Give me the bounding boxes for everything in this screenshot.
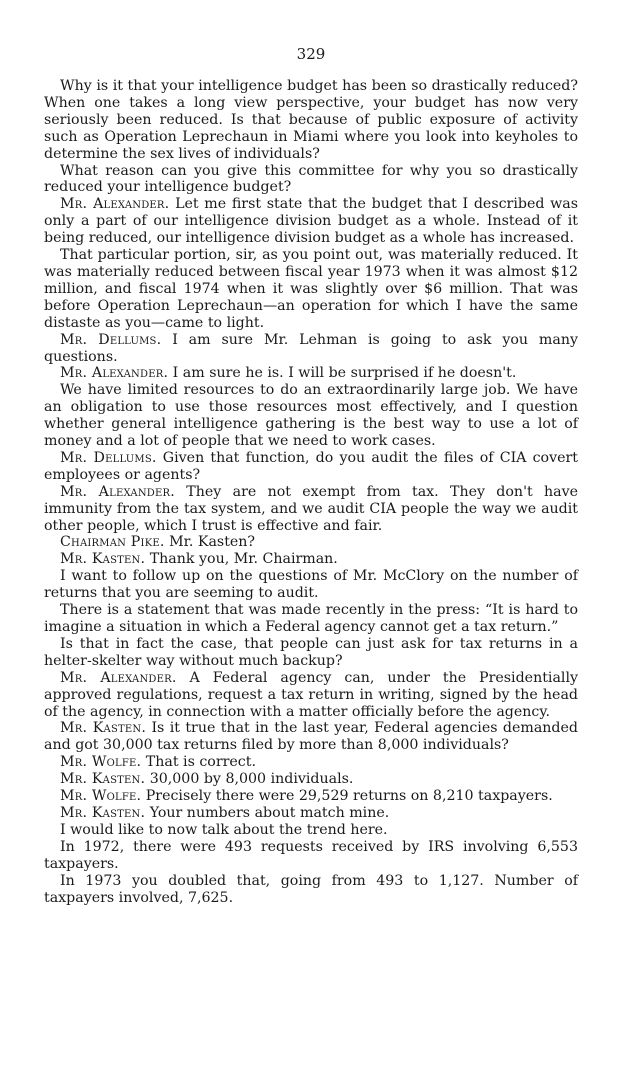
paragraph-text: I am sure he is. I will be surprised if he doesn't. xyxy=(172,365,517,382)
paragraph-text: They are not exempt from tax. They don't have immunity from the tax system, and we audit CIA people the way we audit other people, which I trust is effective and fair. xyxy=(44,483,579,534)
paragraph xyxy=(44,754,578,771)
speaker-name: Mr. Wolfe. xyxy=(60,754,142,771)
speaker-name: Mr. Kasten. xyxy=(60,804,146,821)
paragraph xyxy=(44,78,578,163)
paragraph xyxy=(44,196,578,247)
paragraph xyxy=(44,720,578,754)
paragraph xyxy=(44,873,578,907)
speaker-name: Mr. Dellums. xyxy=(60,331,162,348)
speaker-name: Mr. Dellums. xyxy=(60,449,157,466)
paragraph-text: Let me first state that the budget that I described was only a part of our intelligence division budget as a whole. Instead of it being reduced, our intelligence division budget as a whole has increased. xyxy=(44,196,579,247)
paragraph-text: Precisely there were 29,529 returns on 8,210 taxpayers. xyxy=(145,788,553,805)
transcript-body xyxy=(44,78,578,906)
paragraph xyxy=(44,670,578,721)
paragraph xyxy=(44,568,578,602)
paragraph xyxy=(44,788,578,805)
paragraph xyxy=(44,636,578,670)
speaker-name: Mr. Alexander. xyxy=(60,196,170,213)
paragraph xyxy=(44,332,578,366)
paragraph-text: What reason can you give this committee for why you so drastically reduced your intelligence budget? xyxy=(44,162,578,196)
speaker-name: Mr. Alexander. xyxy=(60,483,175,500)
paragraph-text: In 1973 you doubled that, going from 493 to 1,127. Number of taxpayers involved, 7,625. xyxy=(44,872,578,906)
paragraph-text: I would like to now talk about the trend here. xyxy=(60,821,388,838)
paragraph xyxy=(44,484,578,535)
paragraph-text: 30,000 by 8,000 individuals. xyxy=(149,771,354,788)
paragraph-text: Mr. Kasten? xyxy=(169,534,256,551)
paragraph xyxy=(44,365,578,382)
paragraph-text: I am sure Mr. Lehman is going to ask you many questions. xyxy=(44,331,578,365)
paragraph xyxy=(44,805,578,822)
paragraph xyxy=(44,822,578,839)
paragraph-text: A Federal agency can, under the Presidentially approved regulations, request a tax return in writing, signed by the head of the agency, in connection with a matter officially before the agency. xyxy=(44,669,578,720)
speaker-name: Mr. Wolfe. xyxy=(60,788,142,805)
paragraph xyxy=(44,551,578,568)
paragraph xyxy=(44,602,578,636)
paragraph xyxy=(44,839,578,873)
paragraph xyxy=(44,534,578,551)
speaker-name: Chairman Pike. xyxy=(60,534,165,551)
paragraph xyxy=(44,771,578,788)
paragraph-text: That particular portion, sir, as you point out, was materially reduced. It was materially reduced between fiscal year 1973 when it was almost $12 million, and fiscal 1974 when it was slightly over $6 million. That was before Operation Leprechaun—an operation for which I have the same distaste as you—came to light. xyxy=(44,247,578,331)
paragraph xyxy=(44,382,578,450)
paragraph-text: There is a statement that was made recently in the press: “It is hard to imagine a situation in which a Federal agency cannot get a tax return.” xyxy=(44,602,578,635)
page-number: 329 xyxy=(296,45,326,63)
speaker-name: Mr. Kasten. xyxy=(60,771,146,788)
paragraph-text: Given that function, do you audit the files of CIA covert employees or agents? xyxy=(44,449,578,483)
paragraph xyxy=(44,247,578,332)
paragraph-text: Your numbers about match mine. xyxy=(149,804,390,821)
paragraph-text: I want to follow up on the questions of Mr. McClory on the number of returns that you are seeming to audit. xyxy=(44,568,578,602)
paragraph-text: Why is it that your intelligence budget has been so drastically reduced? When one takes a long view perspective, your budget has now very seriously been reduced. Is that because of public exposure of activity such as Operation Leprechaun in Miami where you look into keyholes to determine the sex lives of individuals? xyxy=(44,78,578,162)
speaker-name: Mr. Alexander. xyxy=(60,669,177,686)
speaker-name: Mr. Alexander. xyxy=(60,365,169,382)
paragraph xyxy=(44,163,578,197)
paragraph-text: That is correct. xyxy=(145,754,256,771)
paragraph-text: We have limited resources to do an extraordinarily large job. We have an obligation to use those resources most effectively, and I question whether general intelligence gathering is the best way to use a lot of money and a lot of people that we need to work cases. xyxy=(44,382,578,450)
paragraph-text: Thank you, Mr. Chairman. xyxy=(149,551,338,568)
speaker-name: Mr. Kasten. xyxy=(60,551,146,568)
speaker-name: Mr. Kasten. xyxy=(60,720,147,737)
paragraph-text: Is it true that in the last year, Federal agencies demanded and got 30,000 tax returns filed by more than 8,000 individuals? xyxy=(44,720,578,754)
paragraph-text: In 1972, there were 493 requests received by IRS involving 6,553 taxpayers. xyxy=(44,838,578,872)
paragraph xyxy=(44,450,578,484)
paragraph-text: Is that in fact the case, that people can just ask for tax returns in a helter-skelter way without much backup? xyxy=(44,635,578,669)
